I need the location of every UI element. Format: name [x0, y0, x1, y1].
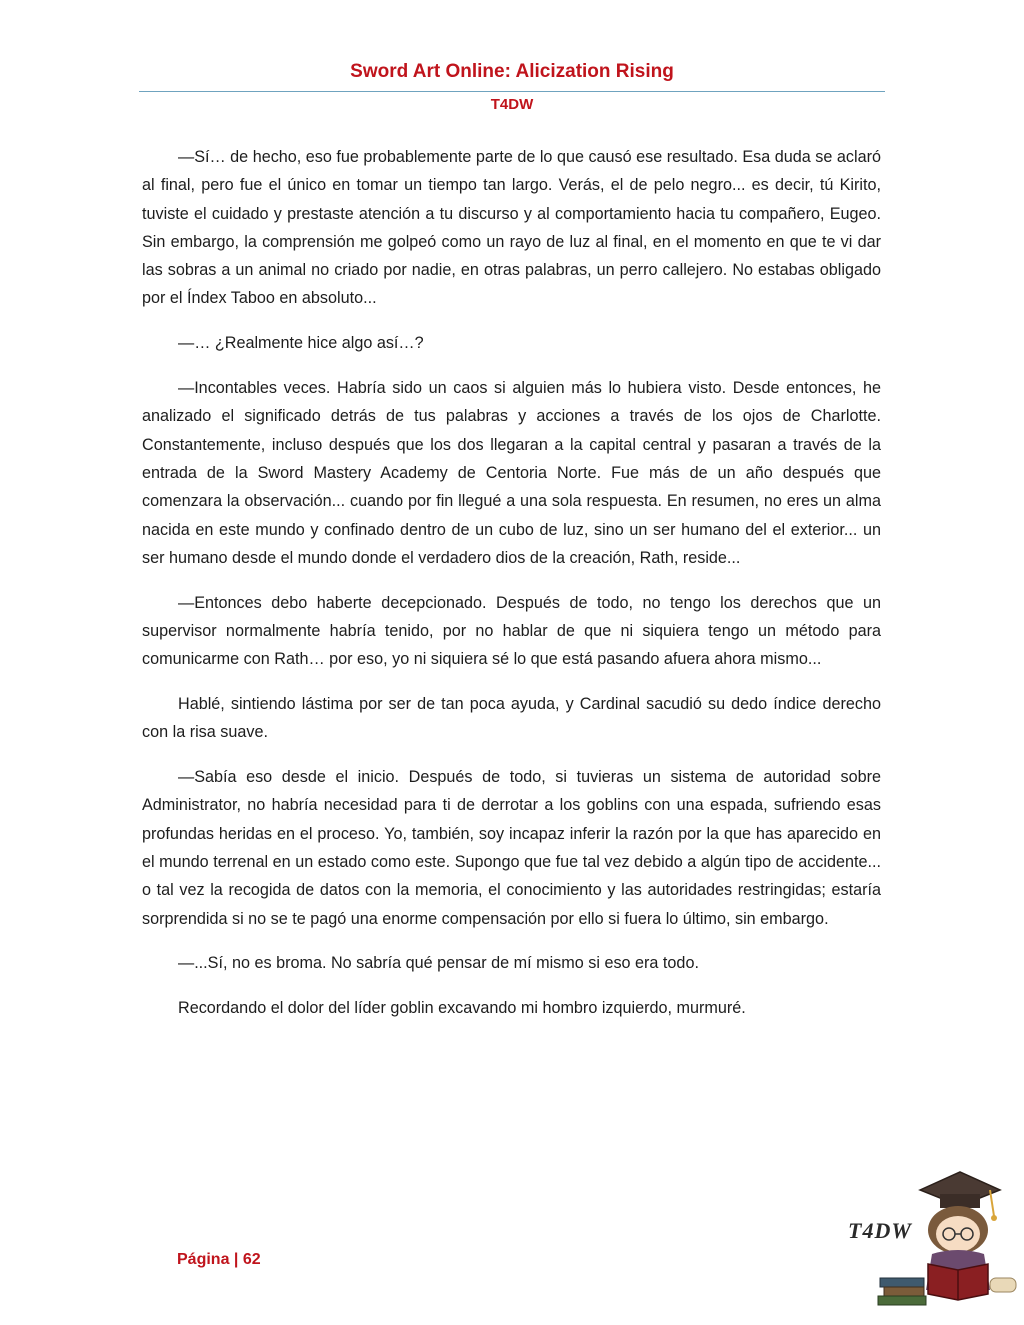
paragraph: Recordando el dolor del líder goblin excavando mi hombro izquierdo, murmuré.	[178, 999, 746, 1018]
paragraph: —...Sí, no es broma. No sabría qué pensar de mí mismo si eso era todo.	[178, 954, 699, 973]
paragraph: —Sabía eso desde el inicio. Después de todo, si tuvieras un sistema de autoridad sobre Administrator, no habría necesidad para ti de derrotar a los goblins con una espada, sufriendo esas profundas heridas en el proceso. Yo, también, soy incapaz inferir la razón por la que has aparecido en el mundo terrenal en un estado como este. Supongo que fue tal vez debido a algún tipo de accidente... o tal vez la recogida de datos con la memoria, el conocimiento y las autoridades restringidas; estaría sorprendida si no se te pagó una enorme compensación por ello si fuera lo último, sin embargo.	[142, 768, 881, 928]
paragraph: —Incontables veces. Habría sido un caos si alguien más lo hubiera visto. Desde entonces, he analizado el significado detrás de tus palabras y acciones a través de los ojos de Charlotte. Constantemente, incluso después que los dos llegaran a la capital central y pasaran a través de la entrada de la Sword Mastery Academy de Centoria Norte. Fue más de un año después que comenzara la observación... cuando por fin llegué a una sola respuesta. En resumen, no eres un alma nacida en este mundo y confinado dentro de un cubo de luz, sino un ser humano del el exterior... un ser humano desde el mundo donde el verdadero dios de la creación, Rath, reside...	[142, 379, 881, 567]
t4dw-logo	[840, 1160, 1020, 1320]
paragraph: —… ¿Realmente hice algo así…?	[178, 334, 424, 353]
document-subtitle: T4DW	[490, 96, 534, 113]
logo-text: T4DW	[848, 1218, 912, 1243]
paragraph: Hablé, sintiendo lástima por ser de tan poca ayuda, y Cardinal sacudió su dedo índice derecho con la risa suave.	[142, 695, 881, 742]
document-title: Sword Art Online: Alicization Rising	[350, 61, 674, 82]
header-divider	[139, 91, 885, 92]
body-text	[142, 143, 881, 1039]
paragraph: —Sí… de hecho, eso fue probablemente parte de lo que causó ese resultado. Esa duda se aclaró al final, pero fue el único en tomar un tiempo tan largo. Verás, el de pelo negro... es decir, tú Kirito, tuviste el cuidado y prestaste atención a tu discurso y al comportamiento hacia tu compañero, Eugeo. Sin embargo, la comprensión me golpeó como un rayo de luz al final, en el momento en que te vi dar las sobras a un animal no criado por nadie, en otras palabras, un perro callejero. No estabas obligado por el Índex Taboo en absoluto...	[142, 148, 881, 308]
scholar-mascot-icon	[840, 1160, 1020, 1320]
paragraph: —Entonces debo haberte decepcionado. Después de todo, no tengo los derechos que un supervisor normalmente habría tenido, por no hablar de que ni siquiera tengo un método para comunicarme con Rath… por eso, yo ni siquiera sé lo que está pasando afuera ahora mismo...	[142, 593, 881, 669]
page-number: Página | 62	[177, 1251, 261, 1268]
